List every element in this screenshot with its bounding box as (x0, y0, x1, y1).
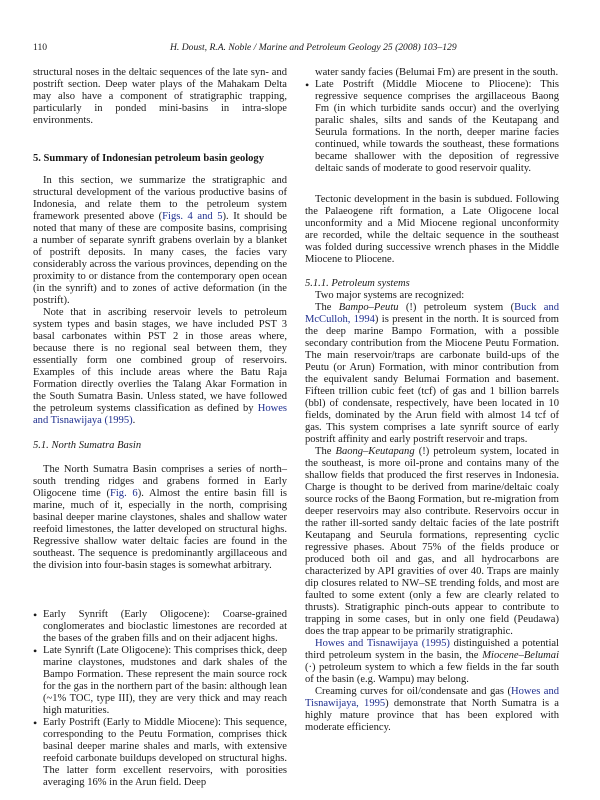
text-run: Early Synrift (Early Oligocene): Coarse-grained conglomerates and bioclastic limestones are recorded at the bases of the graben fills and on their adjacent highs. (43, 609, 287, 644)
text-run: Late Synrift (Late Oligocene): This comprises thick, deep marine claystones, mudstones and dark shales of the Bampo Formation. These represent the main source rock for the gas in the northern part of the basin: although lean (~1% TOC, type III), they are very thick and may reach high maturities. (43, 645, 287, 716)
text-run: 5. Summary of Indonesian petroleum basin geology (33, 153, 264, 164)
text-run: (!) petroleum system, located in the southeast, is more oil-prone and contains many of the shallow fields that produced the first reserves in Indonesia. Charge is thought to be derived from marine/deltaic coaly source rocks of the Baong Formation, but re-migration from deeper reservoirs may also contribute. Reservoirs occur in the rather ill-sorted sandy deltaic facies of the late postrift Keutapang and Seurula formations, representing cyclic regressive phases. About 75% of the fields produce or produced both oil and gas, and all hydrocarbons are characterized by API gravities of over 40. Traps are mainly dip closures related to NW–SE trending folds, and most are faulted to some extent (only a few are clearly related to thrusts). Stratigraphic pinch-outs appear to contribute to trapping in some cases, but in only one field (Peudawa) does the trap appear to be primarily stratigraphic. (305, 446, 559, 637)
paragraph (33, 464, 287, 572)
citation-link[interactable]: Howes and Tisnawijaya (1995) (33, 403, 287, 426)
text-run: ) demonstrate that North Sumatra is a highly mature province that has been explored with moderate efficiency. (305, 698, 559, 733)
text-run: (·) petroleum system to which a few fields in the far south of the basin (e.g. Wampu) may belong. (305, 662, 559, 685)
text-run: Late Postrift (Middle Miocene to Pliocene): This regressive sequence comprises the argillaceous Baong Fm (in which turbidite sands occur) and the overlying paralic shales, silts and sands of the Keutapang and Seurula formations. In the north, deeper marine facies continued, while towards the southeast, these formations became shallower with the deposition of regressive deltaic sands of moderate to good reservoir quality. (315, 79, 559, 174)
italic-text: Baong–Keutapang (335, 446, 415, 457)
right-column (305, 67, 559, 734)
left-column (33, 67, 287, 789)
citation-link[interactable]: Howes and Tisnawijaya (1995) (315, 638, 450, 649)
text-run: Creaming curves for oil/condensate and gas ( (315, 686, 511, 697)
text-run: Early Postrift (Early to Middle Miocene): This sequence, corresponding to the Peutu Formation, comprises thick basinal deeper marine shales and marls, with extensive reefoid carbonate buildups developed on structural highs. The latter form excellent reservoirs, with porosities averaging 16% in the Arun field. Deep (43, 717, 287, 788)
citation-link[interactable]: Fig. 6 (110, 488, 138, 499)
text-run: Two major systems are recognized: (315, 290, 465, 301)
citation-link[interactable]: Figs. 4 and 5 (162, 211, 223, 222)
text-run: Note that in ascribing reservoir levels to petroleum system types and basin stages, we have included PST 3 basal carbonates within PST 2 in those areas where, because there is no regional seal between them, they essentially form one combined group of reservoirs. Examples of this include areas where the Batu Raja Formation directly overlies the Talang Akar Formation in the South Sumatra Basin. Unless stated, we have followed the petroleum systems classification as defined by (33, 307, 287, 414)
text-run: 5.1.1. Petroleum systems (305, 278, 410, 289)
page-number: 110 (33, 42, 48, 53)
text-run: (!) petroleum system ( (398, 302, 515, 313)
citation-link[interactable]: Buck and McCulloh, 1994 (305, 302, 559, 325)
text-run: . (132, 415, 136, 426)
paragraph (305, 302, 559, 446)
text-run: The (315, 446, 336, 457)
citation-link[interactable]: Howes and Tisnawijaya, 1995 (305, 686, 559, 709)
subsection-heading (305, 278, 559, 290)
italic-text: Bampo–Peutu (338, 302, 399, 313)
bullet-list (33, 609, 287, 789)
italic-text: Miocene–Belumai (482, 650, 559, 661)
text-run: ). It should be noted that many of these are composite basins, comprising a number of separate synrift grabens overlain by a blanket of postrift deposits. In many cases, the facies vary considerably across the various provinces, depending on the proximity to or distance from the contemporary open ocean (in the synrift) and to zones of active deformation (in the postrift). (33, 211, 287, 306)
subsection-heading (33, 440, 287, 452)
paragraph (33, 175, 287, 307)
paragraph (33, 67, 287, 127)
text-run: water sandy facies (Belumai Fm) are present in the south. (315, 67, 559, 78)
text-run: distinguished a potential third petroleum system in the basin, the (305, 638, 559, 661)
paragraph (305, 686, 559, 734)
bullet-list (305, 79, 559, 175)
paragraph (33, 307, 287, 427)
text-run: The (315, 302, 339, 313)
list-item (33, 609, 287, 645)
list-item (305, 79, 559, 175)
paragraph (305, 67, 559, 79)
text-run: In this section, we summarize the stratigraphic and structural development of the various productive basins of Indonesia, and relate them to the petroleum system framework presented above ( (33, 175, 287, 222)
list-item (33, 645, 287, 717)
section-heading (33, 153, 287, 165)
text-run: Tectonic development in the basin is subdued. Following the Palaeogene rift formation, a Late Oligocene local unconformity and a Mid Miocene regional unconformity are recorded, while the deltaic sequence in the southeast was folded during successive wrench phases in the Middle Miocene to Pliocene. (305, 194, 559, 265)
running-head: H. Doust, R.A. Noble / Marine and Petroleum Geology 25 (2008) 103–129 (170, 42, 457, 53)
text-run: 5.1. North Sumatra Basin (33, 440, 142, 451)
text-run: ) is present in the north. It is sourced from the deep marine Bampo Formation, with a possible secondary contribution from the Miocene Peutu Formation. The main reservoir/traps are carbonate build-ups of the Peutu (or Arun) Formation, with minor contribution from the equivalent sandy Belumai Formation and basement. Fifteen trillion cubic feet (tcf) of gas and 1 billion barrels (bbl) of condensate, respectively, have been located in 10 fields, dominated by the Arun field with almost 14 tcf of gas. This system comprises a late synrift source of early postrift affinity and early postrift reservoir and traps. (305, 314, 559, 445)
list-item (33, 717, 287, 789)
paragraph (305, 638, 559, 686)
paragraph (305, 290, 559, 302)
text-run: structural noses in the deltaic sequences of the late syn- and postrift section. Deep water plays of the Mahakam Delta may also have a component of stratigraphic trapping, particularly in ponded mini-basins in intra-slope environments. (33, 67, 287, 126)
text-run: The North Sumatra Basin comprises a series of north–south trending ridges and grabens formed in Early Oligocene time ( (33, 464, 287, 499)
text-run: ). Almost the entire basin fill is marine, much of it, especially in the north, comprising basinal deeper marine claystones, shales and shallow water reefoid limestones, the latter developed on structural highs. Regressive shallow water deltaic facies are found in the southeast. The sequence is predominantly argillaceous and the division into four-basin stages is somewhat arbitrary. (33, 488, 287, 571)
paragraph (305, 194, 559, 266)
paragraph (305, 446, 559, 638)
